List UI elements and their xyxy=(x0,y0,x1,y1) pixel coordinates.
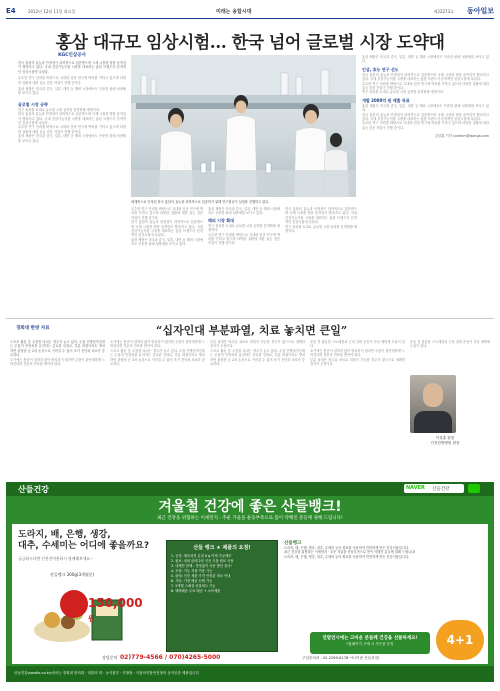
article2-col3-text-b: 스포츠 활동 중 무릎을 다치는 경우가 늘고 있다. 무릎 전방십자인대는 무릎의 안정성을 유지하는 중요한 인대로, 부분 파열이라도 방치하면 관절염 등 2차 손상으로 이어질 수 있어 조기 진단과 치료가 중요하다. xyxy=(210,348,305,367)
article1-right-text-g: 우수한 연구 인력을 바탕으로 국내외 임상 연구에 박차를 가하고 있으며 다양한 질환에 대한 효능 검증 작업이 진행 중이다. xyxy=(362,121,489,130)
article2-col4 xyxy=(310,340,405,366)
article1-byline: 김상훈 기자 corekim@donga.com xyxy=(434,134,489,139)
article1-right-text-b: 한국 홍삼의 효능과 안정성이 과학적으로 입증받으며 국제 시장을 향한 움직임이 빨라지고 있다. 국내 건강기능식품 시장을 대표하는 홍삼 브랜드가 본격적인 임상시험에 나섰다. xyxy=(362,72,489,82)
ad-footer-text: 산들건강(sandle.co.kr)에서는 경희대 한의대 · 대한의 대 · 농식품부 · 지방장 · 식품의약품안전청의 공식인증 제품입니다 xyxy=(14,671,199,675)
article2-col5 xyxy=(410,340,490,349)
phone-label: 상담문의 xyxy=(102,655,118,660)
key-points-title: 산들 뱅크 ★ 제품의 요점! xyxy=(193,545,251,551)
article1-left-column xyxy=(18,52,126,143)
article2-tag: 경희대 한방 자료 xyxy=(16,326,50,331)
portrait-face xyxy=(423,383,443,407)
article1-col2-text-b: 한국 홍삼의 효능과 안정성이 과학적으로 입증받으며 국제 시장을 향한 움직임이 빨라지고 있다. 국내 건강기능식품 시장을 대표하는 홍삼 브랜드가 본격적인 임상시험에 나섰다. xyxy=(131,220,203,238)
issue-number: 제22273호 xyxy=(433,9,454,14)
ad-brand: 산들건강 xyxy=(18,485,49,494)
main-headline: 홍삼 대규모 임상시험… 한국 넘어 글로벌 시장 도약대 xyxy=(55,33,445,53)
article2-col2-text: 초기에는 통증이 심하지 않아 방치하기 쉽지만 무릎이 불안정하게 느껴진다면 전문의 진료를 받아야 한다. xyxy=(110,340,205,349)
lab-scene-illustration xyxy=(131,55,356,197)
notice-box xyxy=(310,632,430,654)
article1-subhead-global: 글로벌 시장 공략 xyxy=(18,101,48,107)
doctor-caption xyxy=(410,436,480,446)
promo-label: 산들뱅크 300g(3개월분) xyxy=(50,572,95,577)
article2-col3-text: 부분 파열은 비수술 치료로 회복이 가능한 경우가 많으므로 정확한 검사가 우선이다. xyxy=(210,340,305,349)
ad-items xyxy=(18,530,158,552)
key-point-4: 4. 포장: 가능 저품 이용 가능 xyxy=(171,569,213,573)
article1-right-text-e: 홍삼 제품은 미국과 중국, 일본, 대만 등 해외 시장에서도 꾸준한 판매 성장세를 보이고 있다. xyxy=(362,103,489,113)
notice-subtext: *홈페이지 구매 시 사은품 증정 xyxy=(346,642,394,646)
article1-col3-text-b: 연구 성과를 토대로 글로벌 시장 공략을 본격화할 예정이다. xyxy=(208,223,280,233)
key-point-3: 3. 대제안 함께 : 경영없이 사용 방안 검사! xyxy=(171,564,232,568)
article2-col2-text-b: 스포츠 활동 중 무릎을 다치는 경우가 늘고 있다. 무릎 전방십자인대는 무릎의 안정성을 유지하는 중요한 인대로, 부분 파열이라도 방치하면 관절염 등 2차 손상으로 이어질 수 있어 조기 진단과 치료가 중요하다. xyxy=(110,348,205,367)
article1-subhead-research: 인삼, 효능 연구 선도 xyxy=(362,66,399,72)
doctor-name: 이상훈 원장 xyxy=(435,436,455,440)
ad-top-bar xyxy=(6,482,494,496)
article1-filler-text-2: 홍삼 제품은 미국과 중국, 일본, 대만 등 해외 시장에서도 꾸준한 판매 성장세를 보이고 있다. xyxy=(18,87,126,96)
ad-benefits xyxy=(284,540,484,559)
article1-filler-text-3: 연구 성과를 토대로 글로벌 시장 공략을 본격화할 예정이다. xyxy=(18,107,101,112)
article1-col4-text: 한국 홍삼의 효능과 안정성이 과학적으로 입증받으며 국제 시장을 향한 움직임이 빨라지고 있다. 국내 건강기능식품 시장을 대표하는 홍삼 브랜드가 본격적인 임상시험에 나섰다. xyxy=(285,207,357,225)
article1-right-text: 홍삼 제품은 미국과 중국, 일본, 대만 등 해외 시장에서도 꾸준한 판매 성장세를 보이고 있다. xyxy=(362,55,489,64)
naver-search-text: 산들건강 xyxy=(432,486,450,492)
article2-col5-text: 운동 전 충분한 스트레칭과 근력 강화 운동이 부상 예방에 도움이 된다. xyxy=(410,340,490,349)
naver-search-box[interactable] xyxy=(404,484,464,493)
article1-col2 xyxy=(131,207,203,247)
discount-text: 4+1 xyxy=(446,633,474,647)
page-header xyxy=(6,6,494,19)
article1-subhead-target: 개발 2000억 원 매출 목표 xyxy=(362,97,410,103)
benefits-text-c: 도라지, 배, 은행, 생강, 대추, 수세미 등의 원료를 사용하여 깐깐하게 만든 건강식품입니다. xyxy=(284,554,409,559)
article2-col1-more: 초기에는 통증이 심하지 않아 방치하기 쉽지만 무릎이 불안정하게 느껴진다면 전문의 진료를 받아야 한다. xyxy=(10,357,105,367)
article1-col3-text: 홍삼 제품은 미국과 중국, 일본, 대만 등 해외 시장에서도 꾸준한 판매 성장세를 보이고 있다. xyxy=(208,207,280,216)
article2-col4-text: 운동 전 충분한 스트레칭과 근력 강화 운동이 부상 예방에 도움이 된다. xyxy=(310,340,405,349)
article1-filler-text-4: 한국 홍삼의 효능과 안정성이 과학적으로 입증받으며 국제 시장을 향한 움직임이 빨라지고 있다. 국내 건강기능식품 시장을 대표하는 홍삼 브랜드가 본격적인 임상시험에 나섰다. xyxy=(18,112,126,126)
phone-number[interactable]: 02)779-4566 / 070)4265-5000 xyxy=(120,654,221,661)
key-point-5: 5. 판매: 인증 제품 가격 안정된 정보 안내 xyxy=(171,574,231,578)
ad-subline: 최근 건강을 위협하는 이세먼지 · 추운 겨울을 운동부족으로 몸이 약해진 분들께 권해 드립니다! xyxy=(157,516,343,521)
ad-headline: 겨울철 건강에 좋은 산들뱅크! xyxy=(158,499,342,515)
lab-photo xyxy=(131,55,356,197)
ad-items-line2: 대추, 수세미는 어디에 좋을까요? xyxy=(18,541,150,551)
newspaper-logo: 동아일보 xyxy=(466,6,494,15)
article1-col3-text-c: 우수한 연구 인력을 바탕으로 국내외 임상 연구에 박차를 가하고 있으며 다양한 질환에 대한 효능 검증 작업이 진행 중이다. xyxy=(208,232,280,246)
section-title: 미래는 융합시대 xyxy=(216,9,252,15)
article2-col1 xyxy=(10,340,105,366)
article1-right-text-d: 연구 성과를 토대로 글로벌 시장 공략을 본격화할 예정이다. xyxy=(362,90,445,95)
issue-date: 2012년 12월 11일 화요일 xyxy=(28,9,76,14)
photo-caption: 세계적으로 인정된 한국 홍삼의 효능을 과학적으로 입증하기 위해 연구원들이 실험을 진행하고 있다. xyxy=(131,200,270,204)
price-value: 150,000 xyxy=(88,596,143,610)
article2-col2 xyxy=(110,340,205,366)
article1-right-text-f: 한국 홍삼의 효능과 안정성이 과학적으로 입증받으며 국제 시장을 향한 움직임이 빨라지고 있다. 국내 건강기능식품 시장을 대표하는 홍삼 브랜드가 본격적인 임상시험에 나섰다. xyxy=(362,112,489,122)
article2-col4-text-c: 부분 파열은 비수술 치료로 회복이 가능한 경우가 많으므로 정확한 검사가 우선이다. xyxy=(310,357,405,367)
naver-logo: NAVER xyxy=(406,485,425,491)
key-point-7: 7. 5개월 스페셜 선물세트 가능 xyxy=(171,584,216,588)
article1-col3 xyxy=(208,207,280,246)
key-point-2: 2. 원료: 내외 판매 2차 인증 식품 원료 사용 xyxy=(171,559,234,563)
key-point-1: 1. 공정: 제조과정 분말 0 g 이제 가공제조 xyxy=(171,554,232,558)
article1-side-head: KGC인삼공사 xyxy=(58,53,86,58)
doctor-title: 인천한방병원 원장 xyxy=(430,441,460,445)
ad-items-line1: 도라지, 배, 은행, 생강, xyxy=(18,530,111,540)
section-divider xyxy=(6,318,494,319)
phone-number-2: 구입문의처 : 02-2269-6178~9 (이런 산들건강) xyxy=(302,655,380,660)
search-icon[interactable] xyxy=(468,484,480,493)
key-point-8: 8. 택배배송 무료 배송 + 소독제품 xyxy=(171,589,221,593)
key-point-6: 6. 기타: 가정 배송 선택 가능 xyxy=(171,579,213,583)
article2-header xyxy=(6,322,494,336)
article2-col4-text-b: 초기에는 통증이 심하지 않아 방치하기 쉽지만 무릎이 불안정하게 느껴진다면 전문의 진료를 받아야 한다. xyxy=(310,348,405,358)
article1-col4-text-b: 연구 성과를 토대로 글로벌 시장 공략을 본격화할 예정이다. xyxy=(285,224,357,234)
article1-filler-text: 우수한 연구 인력을 바탕으로 국내외 임상 연구에 박차를 가하고 있으며 다양한 질환에 대한 효능 검증 작업이 진행 중이다. xyxy=(18,76,126,85)
notice-text: 연말연시에는 고마운 분들께 건강을 선물하세요! xyxy=(322,636,418,641)
portrait-suit xyxy=(414,411,452,433)
ad-item-caption: 궁금하시다면 인진진이용하시 함께해보세요~ xyxy=(18,556,94,561)
article1-col2-text-c: 홍삼 제품은 미국과 중국, 일본, 대만 등 해외 시장에서도 꾸준한 판매 성장세를 보이고 있다. xyxy=(131,237,203,247)
benefits-head: 산들뱅크 xyxy=(284,541,302,546)
doctor-portrait xyxy=(410,375,456,433)
price-unit: 원 xyxy=(88,615,95,623)
article1-filler-text-6: 홍삼 제품은 미국과 중국, 일본, 대만 등 해외 시장에서도 꾸준한 판매 성장세를 보이고 있다. xyxy=(18,134,126,143)
page-number: E4 xyxy=(6,7,16,15)
promo-badge xyxy=(60,590,88,618)
article1-col2-text: 우수한 연구 인력을 바탕으로 국내외 임상 연구에 박차를 가하고 있으며 다양한 질환에 대한 효능 검증 작업이 진행 중이다. xyxy=(131,207,203,220)
article1-right-text-c: 우수한 연구 인력을 바탕으로 국내외 임상 연구에 박차를 가하고 있으며 다양한 질환에 대한 효능 검증 작업이 진행 중이다. xyxy=(362,81,489,91)
benefits-text: 도라지, 배, 은행, 생강, 대추, 수세미 등의 원료를 사용하여 깐깐하게 만든 건강식품입니다. xyxy=(284,546,409,550)
ad-price xyxy=(88,596,148,624)
phone-bar xyxy=(12,654,488,664)
article2-lead: 스포츠 활동 중 무릎을 다치는 경우가 늘고 있다. 무릎 전방십자인대는 무릎의 안정성을 유지하는 중요한 인대로, 부분 파열이라도 방치하면 관절염 등 2차 손상으로 이어질 수 있어 조기 진단과 치료가 중요하다. xyxy=(10,340,105,358)
key-points-list xyxy=(171,554,273,594)
article1-subhead-overseas: 해외 시장 확대 xyxy=(208,217,234,223)
key-points-box xyxy=(166,540,278,652)
ad-footer xyxy=(6,666,494,682)
article1-intro: 한국 홍삼의 효능과 안정성이 과학적으로 입증받으며 국제 시장을 향한 움직임이 빨라지고 있다. 국내 건강기능식품 시장을 대표하는 홍삼 브랜드가 본격적인 임상시험에 나섰다. xyxy=(18,61,126,74)
article1-col4 xyxy=(285,207,357,233)
article1-right-column xyxy=(362,55,489,138)
article1-filler-text-5: 우수한 연구 인력을 바탕으로 국내외 임상 연구에 박차를 가하고 있으며 다양한 질환에 대한 효능 검증 작업이 진행 중이다. xyxy=(18,125,126,134)
article2-col3 xyxy=(210,340,305,366)
benefits-text-b: 최근 건강을 위협하는 이세먼지 · 추운 겨울을 운동부족으로 몸이 약해진 분들께 권해 드립니다! xyxy=(284,550,416,555)
article2-title: “십자인대 부분파열, 치료 놓치면 큰일” xyxy=(156,324,348,337)
